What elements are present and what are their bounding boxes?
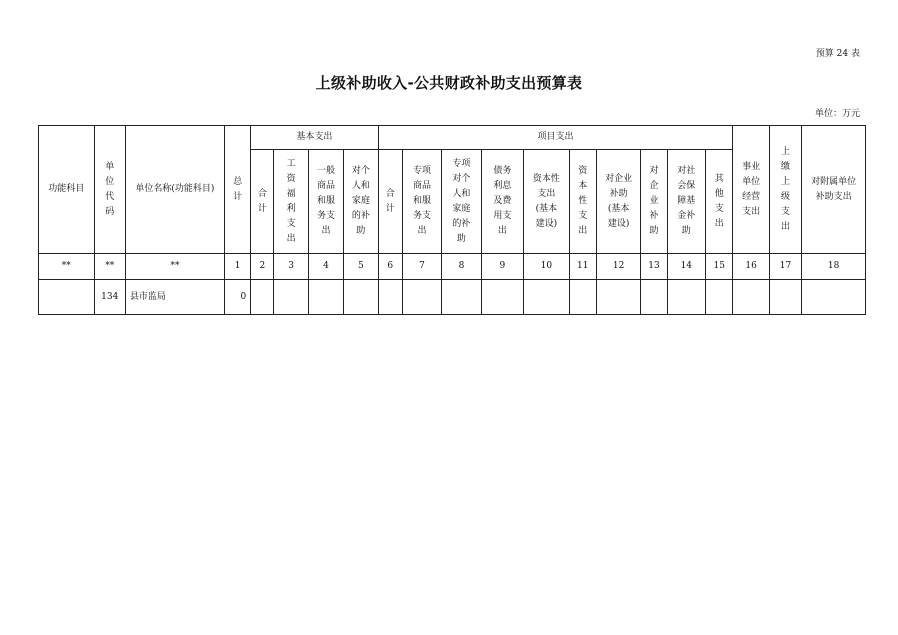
cell-empty bbox=[442, 280, 481, 315]
column-number: 11 bbox=[569, 254, 596, 280]
cell-empty bbox=[274, 280, 308, 315]
cell-empty bbox=[667, 280, 705, 315]
column-number: 10 bbox=[524, 254, 569, 280]
header-project-col: 资 本 性 支 出 bbox=[569, 150, 596, 254]
cell-empty bbox=[706, 280, 733, 315]
column-number: 3 bbox=[274, 254, 308, 280]
cell-empty bbox=[569, 280, 596, 315]
header-project-col: 资本性 支出 (基本 建设) bbox=[524, 150, 569, 254]
column-number: ** bbox=[125, 254, 224, 280]
column-number: 17 bbox=[769, 254, 801, 280]
column-number: 12 bbox=[596, 254, 640, 280]
column-number: 7 bbox=[402, 254, 441, 280]
column-number: 9 bbox=[481, 254, 523, 280]
header-project-col: 专项 商品 和服 务支 出 bbox=[402, 150, 441, 254]
column-number-row bbox=[39, 254, 866, 280]
header-project-col: 专项 对个 人和 家庭 的补 助 bbox=[442, 150, 481, 254]
header-func-subject: 功能科目 bbox=[39, 126, 95, 254]
cell-empty bbox=[733, 280, 769, 315]
cell-empty bbox=[402, 280, 441, 315]
header-total: 总 计 bbox=[224, 126, 250, 254]
column-number: 6 bbox=[378, 254, 402, 280]
cell-func-subject bbox=[39, 280, 95, 315]
cell-unit-name: 县市监局 bbox=[125, 280, 224, 315]
cell-empty bbox=[251, 280, 274, 315]
column-number: 18 bbox=[802, 254, 866, 280]
column-number: ** bbox=[39, 254, 95, 280]
header-project-col: 对 企 业 补 助 bbox=[641, 150, 667, 254]
header-basic-col: 工 资 福 利 支 出 bbox=[274, 150, 308, 254]
unit-label: 单位：万元 bbox=[814, 109, 860, 119]
cell-total: 0 bbox=[224, 280, 250, 315]
cell-empty bbox=[524, 280, 569, 315]
cell-empty bbox=[802, 280, 866, 315]
cell-empty bbox=[378, 280, 402, 315]
header-project-col: 债务 利息 及费 用支 出 bbox=[481, 150, 523, 254]
column-number: 2 bbox=[251, 254, 274, 280]
cell-empty bbox=[308, 280, 343, 315]
column-number: 4 bbox=[308, 254, 343, 280]
cell-unit-code: 134 bbox=[94, 280, 125, 315]
header-project-group: 项目支出 bbox=[378, 126, 733, 150]
header-basic-col: 合 计 bbox=[251, 150, 274, 254]
header-basic-group: 基本支出 bbox=[251, 126, 378, 150]
column-number: 8 bbox=[442, 254, 481, 280]
cell-empty bbox=[344, 280, 378, 315]
cell-empty bbox=[481, 280, 523, 315]
column-number: 1 bbox=[224, 254, 250, 280]
budget-table bbox=[38, 125, 866, 315]
header-project-col: 对社 会保 障基 金补 助 bbox=[667, 150, 705, 254]
column-number: ** bbox=[94, 254, 125, 280]
header-basic-col: 一般 商品 和服 务支 出 bbox=[308, 150, 343, 254]
table-number-label: 预算 24 表 bbox=[815, 49, 860, 59]
header-project-col: 对企业 补助 (基本 建设) bbox=[596, 150, 640, 254]
header-project-col: 合 计 bbox=[378, 150, 402, 254]
header-unit-name: 单位名称(功能科目) bbox=[125, 126, 224, 254]
header-project-col: 其 他 支 出 bbox=[706, 150, 733, 254]
header-business: 事业 单位 经营 支出 bbox=[733, 126, 769, 254]
column-number: 14 bbox=[667, 254, 705, 280]
table-row bbox=[39, 280, 866, 315]
page-title: 上级补助收入-公共财政补助支出预算表 bbox=[315, 74, 583, 92]
column-number: 16 bbox=[733, 254, 769, 280]
cell-empty bbox=[641, 280, 667, 315]
cell-empty bbox=[596, 280, 640, 315]
header-basic-col: 对个 人和 家庭 的补 助 bbox=[344, 150, 378, 254]
cell-empty bbox=[769, 280, 801, 315]
column-number: 5 bbox=[344, 254, 378, 280]
header-unit-code: 单 位 代 码 bbox=[94, 126, 125, 254]
column-number: 15 bbox=[706, 254, 733, 280]
header-turnover: 上 缴 上 级 支 出 bbox=[769, 126, 801, 254]
header-affiliate: 对附属单位 补助支出 bbox=[802, 126, 866, 254]
column-number: 13 bbox=[641, 254, 667, 280]
